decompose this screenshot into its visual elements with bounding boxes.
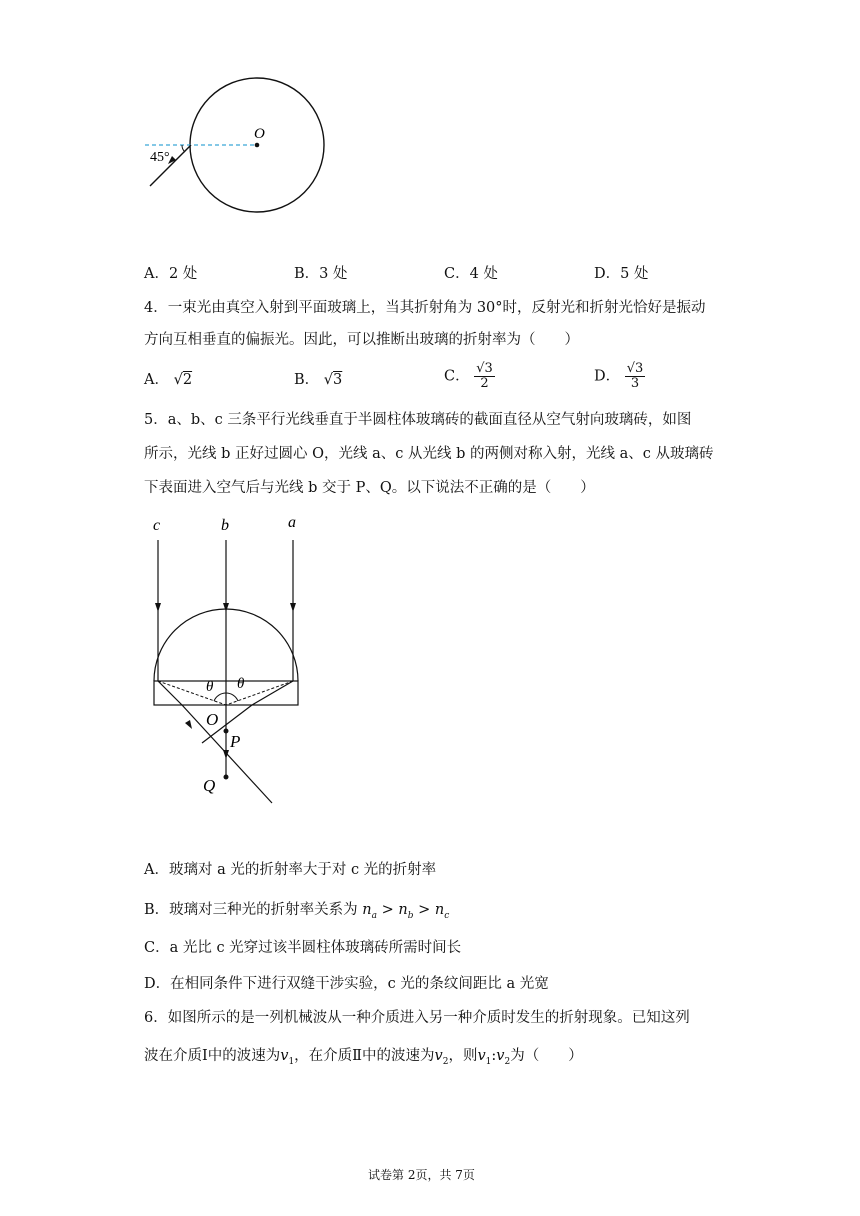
q5-option-d: D．在相同条件下进行双缝干涉实验，c 光的条纹间距比 a 光宽 [144, 976, 549, 992]
dashed-normal-c [158, 681, 226, 705]
arrow-c-exit-icon [185, 720, 192, 729]
ray-b-label: b [221, 517, 229, 534]
q5-option-a: A．玻璃对 a 光的折射率大于对 c 光的折射率 [144, 862, 437, 878]
q4-option-d: D． $\frac{√3}{3}$ [594, 361, 644, 391]
arrow-b-icon [223, 603, 229, 612]
q4-line-2: 方向互相垂直的偏振光。因此，可以推断出玻璃的折射率为（ ） [144, 332, 579, 348]
ray-c-inside [158, 681, 182, 705]
point-p [224, 729, 229, 734]
semicylinder-figure [140, 505, 330, 805]
page-footer: 试卷第 2页，共 7页 [368, 1168, 475, 1182]
q4-line-1: 4．一束光由真空入射到平面玻璃上，当其折射角为 30°时，反射光和折射光恰好是振动 [144, 300, 706, 316]
q5-line-1: 5．a、b、c 三条平行光线垂直于半圆柱体玻璃砖的截面直径从空气射向玻璃砖，如图 [144, 412, 692, 428]
angle-label: 45° [150, 150, 170, 165]
label-q: Q [203, 776, 216, 795]
arrow-c-icon [155, 603, 161, 612]
q3-option-d: D．5 处 [594, 266, 649, 282]
q5-line-3: 下表面进入空气后与光线 b 交于 P、Q。以下说法不正确的是（ ） [144, 480, 595, 496]
ray-a-label: a [288, 514, 296, 531]
q6-line-1: 6．如图所示的是一列机械波从一种介质进入另一种介质时发生的折射现象。已知这列 [144, 1010, 690, 1026]
ray-c-label: c [153, 517, 161, 534]
circle-figure [140, 70, 340, 220]
q3-option-c: C．4 处 [444, 266, 498, 282]
theta-right-label: θ [237, 676, 245, 692]
q4-option-a: A． √2 [144, 372, 193, 388]
theta-left-label: θ [206, 679, 214, 695]
arrow-a-icon [290, 603, 296, 612]
label-o: O [206, 710, 219, 729]
q5-line-2: 所示，光线 b 正好过圆心 O，光线 a、c 从光线 b 的两侧对称入射，光线 a、c 从玻璃砖 [144, 446, 714, 462]
label-p: P [230, 732, 241, 751]
q6-line-2: 波在介质Ⅰ中的波速为$v_1$，在介质Ⅱ中的波速为$v_2$，则$v_1:v_2$为（ ） [144, 1048, 583, 1067]
center-point [255, 143, 260, 148]
q4-option-c: C． $\frac{√3}{2}$ [444, 361, 493, 391]
q5-option-b: B．玻璃对三种光的折射率关系为 $n_a > n_b > n_c$ [144, 902, 450, 921]
q5-option-c: C．a 光比 c 光穿过该半圆柱体玻璃砖所需时间长 [144, 940, 462, 956]
q3-option-a: A．2 处 [144, 266, 198, 282]
center-label: O [254, 126, 265, 142]
angle-arc [182, 145, 185, 152]
q4-option-b: B． √3 [294, 372, 343, 388]
point-q [224, 775, 229, 780]
q3-option-b: B．3 处 [294, 266, 348, 282]
